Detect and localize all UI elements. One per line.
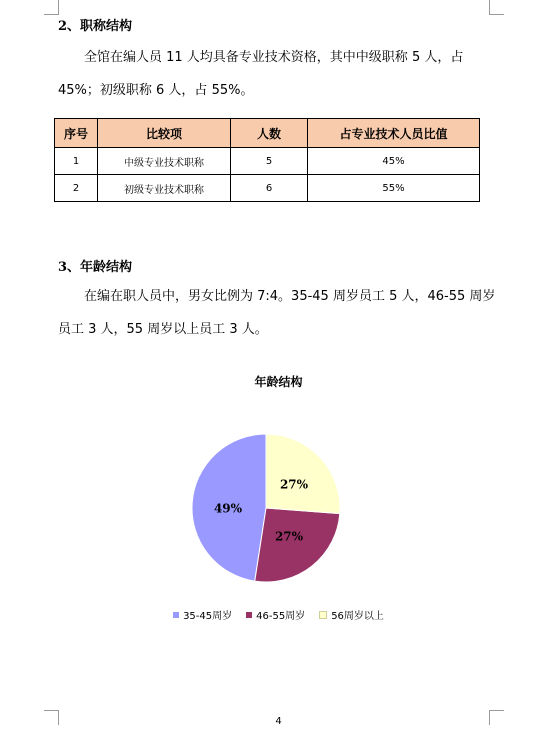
cell-index: 2 [55,175,98,202]
section-3-heading: 3、年龄结构 [58,260,133,275]
header-cell-index: 序号 [55,119,98,148]
cell-count: 6 [231,175,308,202]
pie-data-label-1: 49% [213,501,243,516]
chart-legend [0,607,557,622]
legend-swatch [246,612,252,618]
page-number: 4 [275,716,282,727]
pie-slice-2 [255,508,340,582]
pie-data-label-2: 27% [279,477,309,492]
legend-item [246,607,305,622]
cell-item: 中级专业技术职称 [98,148,231,175]
legend-swatch [173,612,179,618]
section-2-paragraph: 全馆在编人员 11 人均具备专业技术资格，其中中级职称 5 人，占 45%；初级职称 6 人，占 55%。 [58,50,464,98]
chart-title: 年龄结构 [254,375,303,389]
cell-index: 1 [55,148,98,175]
cell-item: 初级专业技术职称 [98,175,231,202]
legend-swatch [319,611,327,619]
pie-slice-3 [266,434,340,514]
legend-label: 56周岁以上 [331,611,384,622]
header-cell-ratio: 占专业技术人员比值 [308,119,480,148]
legend-item [319,607,384,622]
header-cell-item: 比较项 [98,119,231,148]
cell-ratio: 55% [308,175,480,202]
section-3-paragraph: 在编在职人员中，男女比例为 7:4。35-45 周岁员工 5 人，46-55 周岁员工 3 人，55 周岁以上员工 3 人。 [58,289,496,337]
legend-label: 46-55周岁 [256,611,306,622]
legend-label: 35-45周岁 [183,611,233,622]
cell-count: 5 [231,148,308,175]
pie-data-label-3: 27% [274,529,304,544]
legend-item [173,607,232,622]
header-cell-count: 人数 [231,119,308,148]
cell-ratio: 45% [308,148,480,175]
section-2-heading: 2、职称结构 [58,19,133,34]
